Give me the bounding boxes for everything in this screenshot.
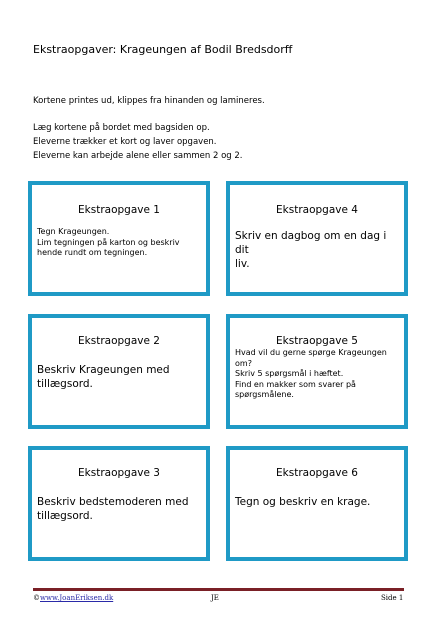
card-line: liv.	[235, 258, 250, 270]
card-body	[37, 495, 201, 523]
card-line: Skriv 5 spørgsmål i hæftet.	[235, 369, 344, 378]
card-line: Tegn og beskriv en krage.	[235, 496, 371, 508]
page-title: Ekstraopgaver: Krageungen af Bodil Bredsdorff	[33, 43, 293, 56]
card-line: Find en makker som svarer på	[235, 379, 356, 389]
footer-initials: JE	[211, 594, 219, 602]
intro-text-2	[33, 121, 243, 163]
card-body	[235, 495, 399, 509]
card-title: Ekstraopgave 2	[78, 335, 160, 347]
intro-line: Eleverne kan arbejde alene eller sammen 2 og 2.	[33, 151, 243, 161]
task-card-1	[28, 181, 210, 296]
card-body	[235, 348, 399, 401]
intro-line: Eleverne trækker et kort og laver opgaven.	[33, 137, 217, 147]
task-card-2	[28, 314, 210, 429]
card-line: om?	[235, 358, 252, 368]
card-line: spørgsmålene.	[235, 390, 294, 399]
card-line: Skriv en dagbog om en dag i dit	[235, 230, 387, 256]
task-card-6	[226, 446, 408, 561]
card-body	[235, 229, 399, 271]
footer-page-number: Side 1	[381, 594, 404, 602]
copyright-symbol: ©	[33, 594, 40, 602]
card-line: Tegn Krageungen.	[37, 227, 110, 236]
task-card-4	[226, 181, 408, 296]
intro-line: Kortene printes ud, klippes fra hinanden og lamineres.	[33, 96, 265, 106]
card-title: Ekstraopgave 4	[276, 204, 358, 216]
card-line: Beskriv bedstemoderen med	[37, 496, 189, 508]
card-title: Ekstraopgave 1	[78, 204, 160, 216]
card-title: Ekstraopgave 5	[276, 335, 358, 347]
card-line: tillægsord.	[37, 510, 93, 522]
task-card-3	[28, 446, 210, 561]
card-line: Beskriv Krageungen med	[37, 364, 170, 376]
footer-link[interactable]: www.JoanEriksen.dk	[40, 594, 114, 602]
footer-rule	[33, 588, 404, 591]
card-line: Lim tegningen på karton og beskriv	[37, 237, 180, 247]
card-title: Ekstraopgave 6	[276, 467, 358, 479]
card-title: Ekstraopgave 3	[78, 467, 160, 479]
card-line: tillægsord.	[37, 378, 93, 390]
card-line: Hvad vil du gerne spørge Krageungen	[235, 348, 387, 357]
card-body	[37, 363, 201, 391]
card-body	[37, 227, 201, 259]
task-card-5	[226, 314, 408, 429]
footer-copyright	[33, 594, 113, 602]
intro-line: Læg kortene på bordet med bagsiden op.	[33, 123, 210, 133]
card-line: hende rundt om tegningen.	[37, 248, 148, 257]
intro-text-1	[33, 94, 265, 108]
